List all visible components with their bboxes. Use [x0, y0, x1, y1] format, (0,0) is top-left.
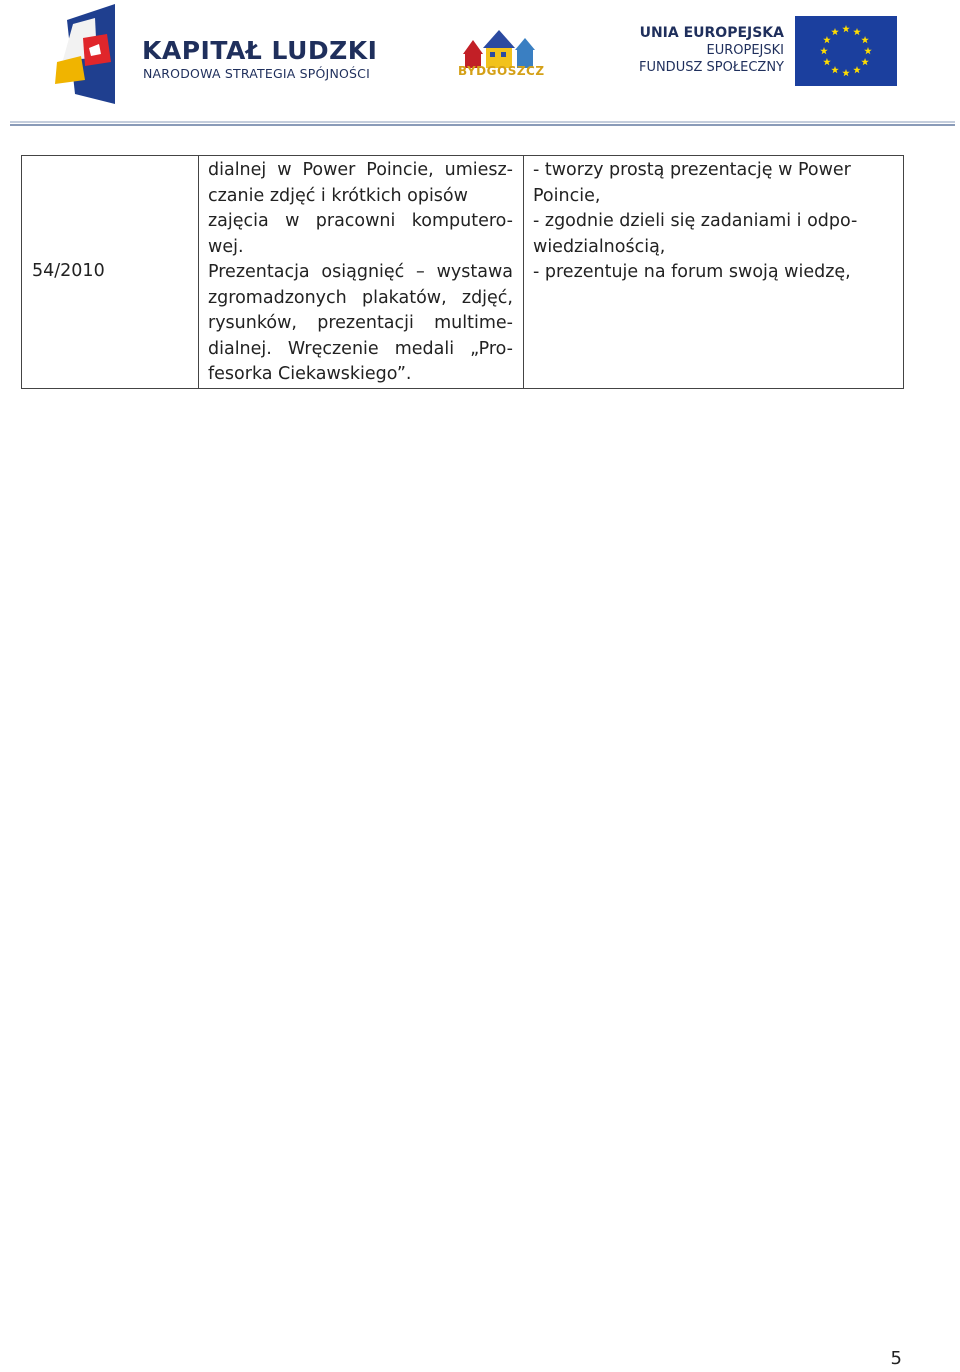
eu-label-line2: EUROPEJSKI [706, 43, 784, 58]
kapital-ludzki-title: KAPITAŁ LUDZKI [142, 36, 378, 65]
eu-label-line1: UNIA EUROPEJSKA [639, 25, 784, 41]
eu-label [638, 24, 784, 76]
description-line: zajęcia w pracowni komputero- [208, 211, 513, 231]
eu-label-line3: FUNDUSZ SPOŁECZNY [638, 60, 784, 75]
outcome-line: - prezentuje na forum swoją wiedzę, [533, 262, 851, 282]
description-line: czanie zdjęć i krótkich opisów [208, 185, 468, 206]
table-row [22, 156, 904, 389]
description-line: zgromadzonych plakatów, zdjęć, [208, 287, 513, 308]
outcome-line: Poincie, [533, 185, 601, 206]
row-number: 54/2010 [32, 261, 105, 281]
eu-flag-icon [795, 16, 897, 86]
page-number: 5 [890, 1348, 902, 1369]
bydgoszcz-label: BYDGOSZCZ [458, 64, 545, 78]
description-cell [199, 156, 524, 389]
outcomes-cell [524, 156, 904, 389]
page-header [0, 0, 960, 130]
outcome-line: - tworzy prostą prezentację w Power [533, 160, 851, 180]
kapital-ludzki-subtitle: NARODOWA STRATEGIA SPÓJNOŚCI [143, 66, 370, 81]
outcome-line: - zgodnie dzieli się zadaniami i odpo- [533, 211, 858, 231]
curriculum-table [21, 155, 904, 389]
row-number-cell [22, 156, 199, 389]
header-divider [10, 121, 955, 126]
description-line: dialnej w Power Poincie, umiesz- [208, 160, 513, 180]
description-line: wej. [208, 236, 244, 257]
description-line: Prezentacja osiągnięć – wystawa [208, 262, 513, 282]
description-line: fesorka Ciekawskiego”. [208, 364, 412, 384]
outcome-line: wiedzialnością, [533, 236, 666, 257]
description-line: rysunków, prezentacji multime- [208, 313, 513, 333]
description-line: dialnej. Wręczenie medali „Pro- [208, 338, 513, 359]
